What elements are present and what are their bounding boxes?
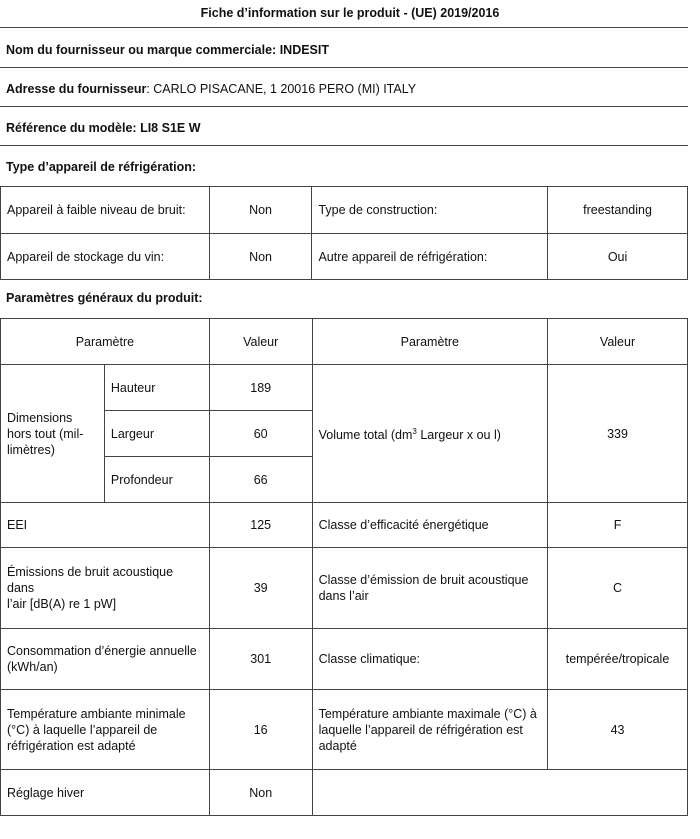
param-label: Consommation d’énergie annuelle (kWh/an) [1, 629, 210, 690]
param-value: 39 [209, 548, 312, 629]
volume-value: 339 [548, 365, 688, 503]
param-value: 16 [209, 690, 312, 770]
appliance-type-table [0, 186, 688, 280]
empty-cell [312, 770, 687, 816]
address-label: Adresse du fournisseur [6, 82, 147, 96]
table-header-row [1, 319, 688, 365]
type-value: Oui [548, 234, 688, 280]
type-value: Non [209, 187, 312, 234]
param-label: Réglage hiver [1, 770, 210, 816]
model-value: LI8 S1E W [140, 121, 201, 135]
model-label: Référence du modèle: [6, 121, 137, 135]
params-title: Paramètres généraux du produit: [6, 291, 203, 305]
header-value: Valeur [209, 319, 312, 365]
table-row [1, 770, 688, 816]
divider [0, 145, 688, 146]
divider [0, 27, 688, 28]
table-row [1, 187, 688, 234]
param-label: Classe d’efficacité énergétique [312, 503, 547, 548]
param-label: Classe climatique: [312, 629, 547, 690]
header-param: Paramètre [1, 319, 210, 365]
appliance-type-title: Type d’appareil de réfrigération: [6, 160, 197, 174]
param-value: 125 [209, 503, 312, 548]
param-value: F [548, 503, 688, 548]
type-label: Appareil à faible niveau de bruit: [1, 187, 210, 234]
header-param: Paramètre [312, 319, 547, 365]
table-row [1, 690, 688, 770]
param-label: Température ambiante minimale (°C) à laquelle l’appareil de réfrigération est adapté [1, 690, 210, 770]
address-row [6, 82, 416, 96]
table-row [1, 548, 688, 629]
param-value: 301 [209, 629, 312, 690]
table-row [1, 365, 688, 411]
param-value: C [548, 548, 688, 629]
table-row [1, 503, 688, 548]
header-value: Valeur [548, 319, 688, 365]
param-label: Température ambiante maximale (°C) à laquelle l’appareil de réfrigération est adapté [312, 690, 547, 770]
divider [0, 67, 688, 68]
type-value: Non [209, 234, 312, 280]
height-value: 189 [209, 365, 312, 411]
param-value: Non [209, 770, 312, 816]
supplier-value: INDESIT [279, 43, 329, 57]
table-row [1, 629, 688, 690]
width-value: 60 [209, 411, 312, 457]
type-value: freestanding [548, 187, 688, 234]
param-label: Classe d’émission de bruit acoustique dans l’air [312, 548, 547, 629]
params-table [0, 318, 688, 816]
width-label: Largeur [104, 411, 209, 457]
param-value: tempérée/tropicale [548, 629, 688, 690]
volume-label: Volume total ($dm^3$ Largeur x ou l) [312, 365, 547, 503]
param-label: EEI [1, 503, 210, 548]
document-title: Fiche d’information sur le produit - (UE) 2019/2016 [200, 6, 500, 20]
supplier-label: Nom du fournisseur ou marque commerciale: [6, 43, 277, 57]
type-label: Type de construction: [312, 187, 548, 234]
address-value: : CARLO PISACANE, 1 20016 PERO (MI) ITALY [146, 82, 417, 96]
param-label: Émissions de bruit acoustique dans l’air [dB(A) re 1 pW] [1, 548, 210, 629]
divider [0, 106, 688, 107]
type-label: Appareil de stockage du vin: [1, 234, 210, 280]
param-value: 43 [548, 690, 688, 770]
depth-label: Profondeur [104, 457, 209, 503]
depth-value: 66 [209, 457, 312, 503]
height-label: Hauteur [104, 365, 209, 411]
type-label: Autre appareil de réfrigération: [312, 234, 548, 280]
supplier-row [6, 43, 329, 57]
model-row [6, 121, 201, 135]
table-row [1, 234, 688, 280]
dimensions-label: Dimensions hors tout (mil-limètres) [1, 365, 105, 503]
